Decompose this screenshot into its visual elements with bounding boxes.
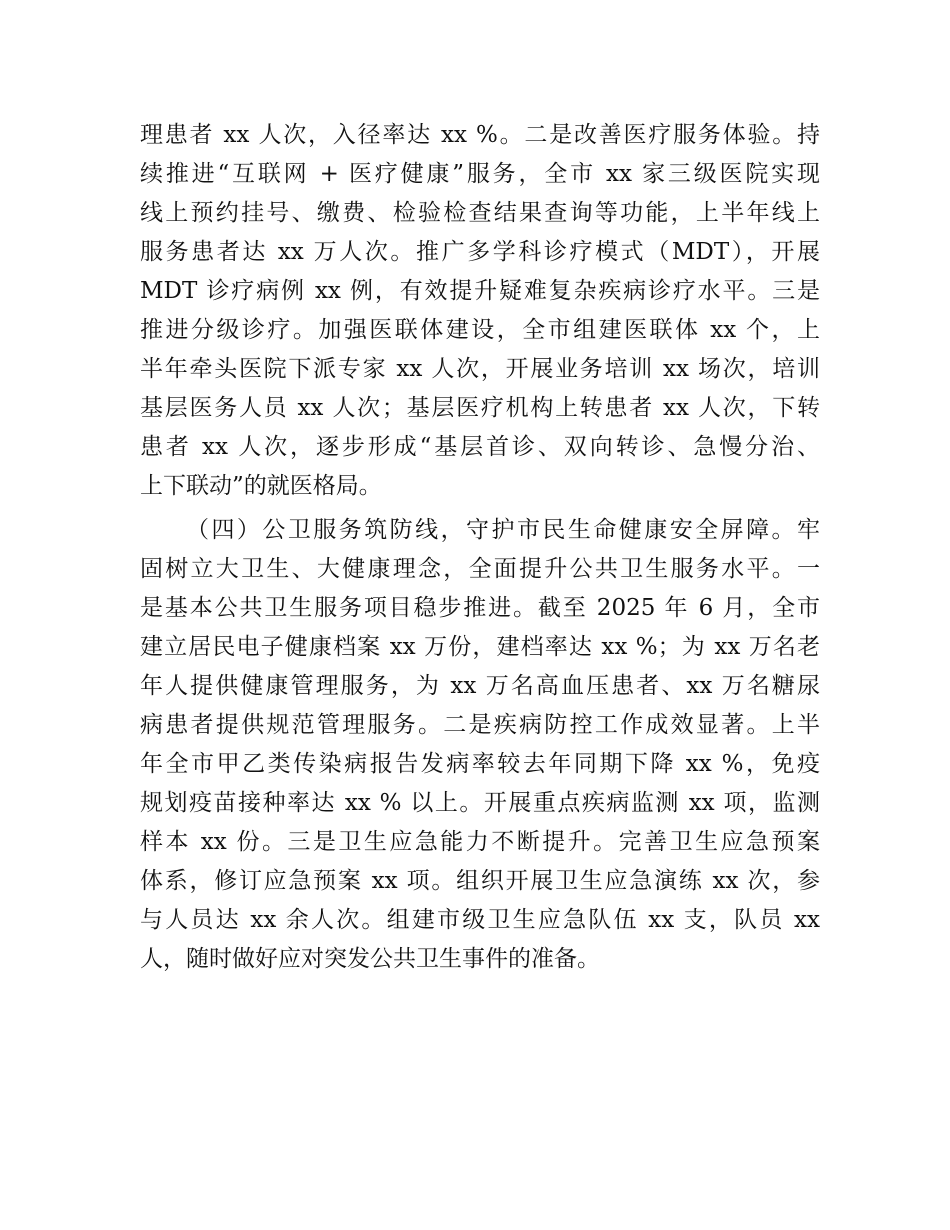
text-line: 是基本公共卫生服务项目稳步推进。截至 2025 年 6 月，全市 xyxy=(140,595,820,621)
text-line: 半年牵头医院下派专家 xx 人次，开展业务培训 xx 场次，培训 xyxy=(140,356,820,382)
text-line: MDT 诊疗病例 xx 例，有效提升疑难复杂疾病诊疗水平。三是 xyxy=(140,278,820,304)
text-line: 上下联动”的就医格局。 xyxy=(140,473,382,499)
text-line: 推进分级诊疗。加强医联体建设，全市组建医联体 xx 个，上 xyxy=(140,317,820,343)
text-line: 续推进“互联网 + 医疗健康”服务，全市 xx 家三级医院实现 xyxy=(140,161,820,187)
text-line: 固树立大卫生、大健康理念，全面提升公共卫生服务水平。一 xyxy=(140,556,820,582)
text-line: 与人员达 xx 余人次。组建市级卫生应急队伍 xx 支，队员 xx xyxy=(140,907,820,933)
text-line: 规划疫苗接种率达 xx % 以上。开展重点疾病监测 xx 项，监测 xyxy=(140,790,820,816)
text-line: 建立居民电子健康档案 xx 万份，建档率达 xx %；为 xx 万名老 xyxy=(140,634,820,660)
text-line: 患者 xx 人次，逐步形成“基层首诊、双向转诊、急慢分治、 xyxy=(140,434,820,460)
text-line: 服务患者达 xx 万人次。推广多学科诊疗模式（MDT），开展 xyxy=(140,239,820,265)
text-line: 理患者 xx 人次，入径率达 xx %。二是改善医疗服务体验。持 xyxy=(140,122,820,148)
paragraph-public-health xyxy=(140,511,820,979)
text-line: 病患者提供规范管理服务。二是疾病防控工作成效显著。上半 xyxy=(140,712,820,738)
text-line: 基层医务人员 xx 人次；基层医疗机构上转患者 xx 人次，下转 xyxy=(140,395,820,421)
text-line: 年全市甲乙类传染病报告发病率较去年同期下降 xx %，免疫 xyxy=(140,751,820,777)
paragraph-medical-services xyxy=(140,116,820,506)
text-line: 年人提供健康管理服务，为 xx 万名高血压患者、xx 万名糖尿 xyxy=(140,673,820,699)
text-line: 样本 xx 份。三是卫生应急能力不断提升。完善卫生应急预案 xyxy=(140,829,820,855)
text-line: 人，随时做好应对突发公共卫生事件的准备。 xyxy=(140,946,600,972)
section-heading-line: （四）公卫服务筑防线，守护市民生命健康安全屏障。牢 xyxy=(186,517,820,543)
text-line: 体系，修订应急预案 xx 项。组织开展卫生应急演练 xx 次，参 xyxy=(140,868,820,894)
text-line: 线上预约挂号、缴费、检验检查结果查询等功能，上半年线上 xyxy=(140,200,820,226)
